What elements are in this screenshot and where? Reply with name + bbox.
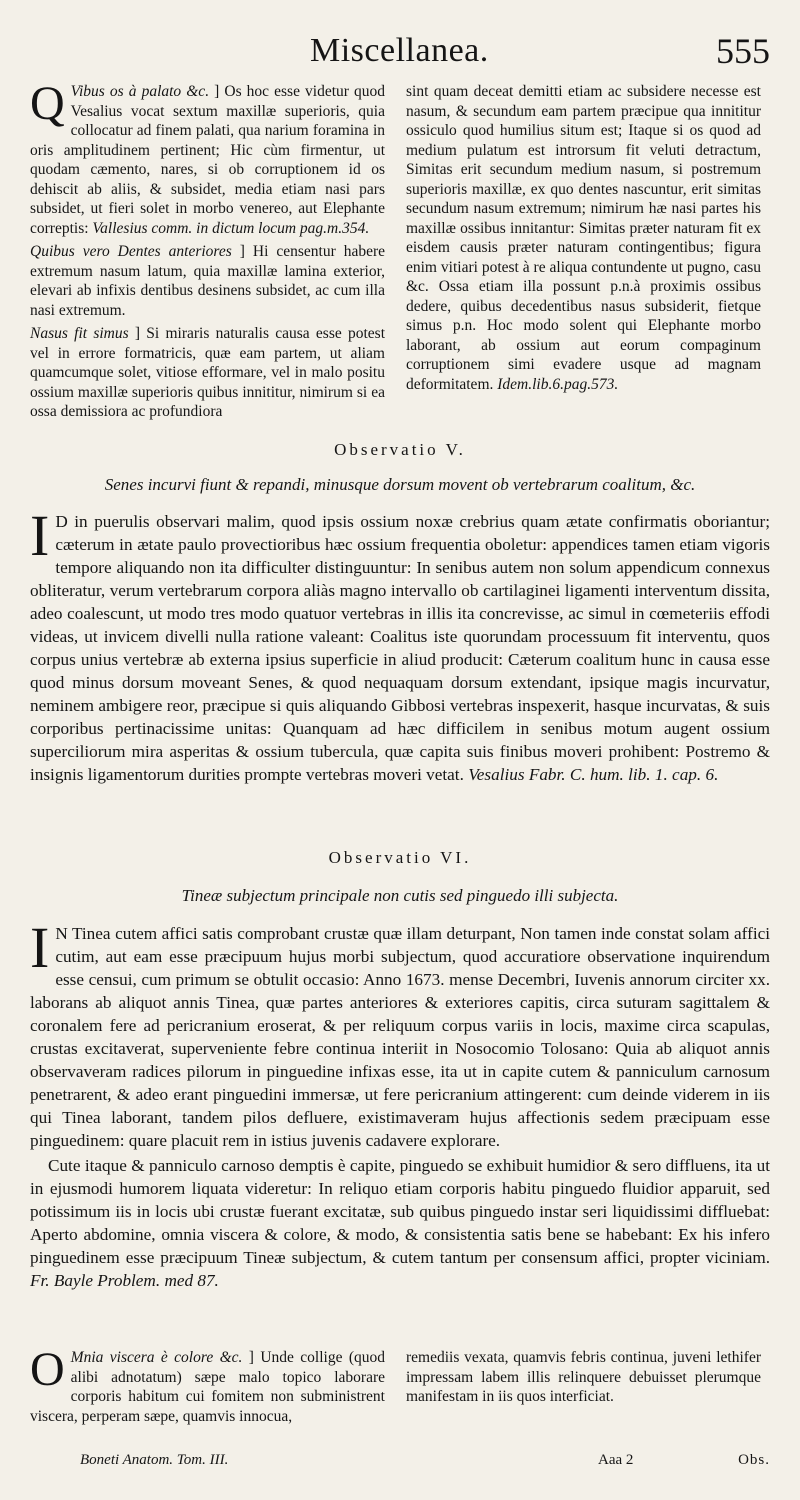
lemma: Quibus vero Dentes anteriores: [30, 243, 232, 260]
observation-subtitle: Tineæ subjectum principale non cutis sed pinguedo illi subjecta.: [181, 886, 619, 905]
note-text: ] Os hoc esse videtur quod Vesalius vocat sextum maxillæ superioris, quia collocatur ad finem palati, qua narium foramina in oris amplitudinem pertinent; Hic cùm firmentur, ut quodam cæmento, nares, si ob corruptionem id os dehiscit ab aliis, & subsidet, media etiam nasi pars subsidet, ut fieri solet in morbo venereo, aut Elephante correptis:: [30, 83, 385, 237]
note-text: ] Si miraris naturalis causa esse potest vel in errore formatricis, quæ eam partem, ut aliam quamcumque solet, vitiose efformare, vel in malo positu ossium maxillæ superioris quibus innititur, nimirum si ea ossa demissiora ac profundiora: [30, 325, 385, 420]
note-text: ] Unde collige (quod alibi adnotatum) sæpe malo topico laborare corporis habitum cui fomitem non subministrent viscera, perperam sæpe, quamvis innocua,: [30, 1349, 385, 1425]
note-paragraph: [30, 1343, 385, 1426]
top-two-column-notes: [30, 77, 770, 427]
lemma: Nasus fit simus: [30, 325, 129, 342]
observation-subtitle: Senes incurvi fiunt & repandi, minusque dorsum movent ob vertebrarum coalitum, &c.: [104, 475, 696, 494]
right-column: [406, 82, 761, 398]
note-paragraph: [30, 242, 385, 320]
right-column: [406, 1348, 761, 1411]
note-paragraph: [30, 324, 385, 422]
page-number: 555: [716, 31, 770, 71]
note-paragraph: [406, 82, 761, 394]
body-text: D in puerulis observari malim, quod ipsis ossium noxæ crebrius quam ætate confirmatis oboriantur; cæterum in ætate paulo provectioribus hæc ossium frequentia oboletur: appendices tamen etiam vigoris tempore aliquando non ita difficulter distinguuntur: In senibus autem non solum appendicum connexus obliteratur, verum vertebrarum corpora aliàs magno intervallo ob cartilaginei ligamenti interventum dissita, adeo coalescunt, ut modo tres modo quatuor vertebras in illis ita concrevisse, ac simul in cœmeteriis effodi videas, ut invicem divelli nulla ratione valeant: Coalitus iste quorundam processuum fit interventu, quos corpus unius vertebræ ab externa ipsius superficie in aliud producit: Cæterum coalitum hunc in causa esse quod minus dorsum moveant Senes, & quod nequaquam dorsum extendant, ipsique magis incurvatur, neminem ambigere reor, præcipue si quis aliquando Gibbosi vertebras inspexerit, hasque incurvatas, & suis corporibus pertinacissime unitas: Quanquam ad hæc difficilem in senibus motum augent ossium superciliorum mira asperitas & ossium tubercula, quæ capita suis finibus moveri prohibent: Postremo & insignis ligamentorum durities prompte vertebras moveri vetat.: [30, 512, 770, 784]
observation-body: [30, 503, 770, 788]
body-paragraph: [30, 1154, 770, 1292]
drop-cap: I: [30, 503, 50, 568]
drop-cap: O: [30, 1343, 65, 1396]
observation-body: [30, 915, 770, 1294]
running-title: Miscellanea.: [310, 32, 489, 69]
running-header: [300, 28, 780, 80]
note-text: remediis vexata, quamvis febris continua, juveni lethifer impressam labem illis relinquere debuisset plerumque manifestam in iis quos interficiat.: [406, 1349, 761, 1405]
lemma: Mnia viscera è colore &c.: [70, 1349, 243, 1366]
reference: Fr. Bayle Problem. med 87.: [30, 1271, 219, 1290]
reference: Vesalius Fabr. C. hum. lib. 1. cap. 6.: [468, 765, 719, 784]
drop-cap: Q: [30, 77, 65, 130]
reference: Idem.lib.6.pag.573.: [497, 375, 619, 393]
note-text: ] Hi censentur habere extremum nasum latum, quia maxillæ lamina exterior, elevari ab infixis dentibus desinens subsidet, ac cum illa nasi extremum.: [30, 243, 385, 319]
drop-cap: I: [30, 915, 50, 980]
left-column: [30, 77, 385, 426]
observation-heading: Observatio VI.: [328, 848, 472, 867]
body-paragraph: [30, 503, 770, 786]
signature-mark: Aaa 2: [598, 1452, 634, 1468]
body-text: Cute itaque & panniculo carnoso demptis è capite, pinguedo se exhibuit humidior & sero diffluens, ita ut in ejusmodi humorem liquata videretur: In reliquo etiam corporis habitu pinguedo fluidior apparuit, sed potissimum iis in locis ubi crustæ fuerant excitatæ, sub quibus pinguedo instar seri liquidissimi diffluebat: Aperto abdomine, omnia viscera & colore, & modo, & consistentia satis bene se habebant: Ex his infero pinguedinem esse præcipuum Tineæ subjectum, & cutem tantum per consensum affici, propter viciniam.: [30, 1156, 770, 1267]
page-footer: [30, 1452, 770, 1476]
reference: Vallesius comm. in dictum locum pag.m.354.: [92, 219, 370, 237]
observation-heading: Observatio V.: [334, 440, 466, 459]
note-text: sint quam deceat demitti etiam ac subsidere necesse est nasum, & secundum eam partem præcipue qua innititur ossiculo quod humilius situm est; Itaque si os quod ad medium pulatum est introrsum fit veluti detractum, Simitas erit secundum medium nasum, si postremum superioris maxillæ, ex quo dentes nascuntur, erit simitas secundum nasum extremum; nimirum hæ nasi partes his maxillæ ossibus innitantur: Simitas præter naturam fit ex eisdem causis præter naturam contingentibus; figura enim vitiari potest à re aliqua contundente ut pugno, casu &c. Ossa etiam illa possunt p.n.à proximis ossibus dedere, quibus decedentibus nasus subsiderit, fietque simus p.n. Hoc modo solent qui Elephante morbo laborant, ab ossium aut eorum compaginum corruptionem simi evadere usque ad magnam deformitatem.: [406, 83, 761, 393]
catchword: Obs.: [738, 1452, 770, 1468]
signature-line: Boneti Anatom. Tom. III.: [80, 1452, 229, 1468]
left-column: [30, 1343, 385, 1430]
note-paragraph: [406, 1348, 761, 1407]
lemma: Vibus os à palato &c.: [70, 83, 210, 100]
bottom-two-column-notes: [30, 1343, 770, 1448]
note-paragraph: [30, 77, 385, 238]
body-text: N Tinea cutem affici satis comprobant crustæ quæ illam deturpant, Non tamen inde constat solam affici cutim, aut eam esse præcipuum hujus morbi subjectum, quod accuratiore observatione inquirendum esse censui, cum primum se obtulit occasio: Anno 1673. mense Decembri, Iuvenis annorum circiter xx. laborans ab aliquot annis Tinea, quæ partes anteriores & exteriores capitis, circa suturam sagittalem & coronalem fere ad pericranium eroserat, & per reliquum corpus variis in locis, maxime circa scapulas, crustas excitaverat, superveniente febre continua interiit in Nosocomio Tolosano: Quia ab aliquot annis observaveram radices pilorum in pinguedine infixas esse, ita ut in capite cutem & panniculum carnosum penetrarent, & adeo erant pinguedini immersæ, ut fere pericranium attingerent: cum deinde viderem in iis qui Tinea laborant, tandem pilos defluere, existimaveram hujus affectionis sedem præcipuam esse pinguedinem: quare placuit rem in istius juvenis cadavere explorare.: [30, 924, 770, 1150]
body-paragraph: [30, 915, 770, 1152]
